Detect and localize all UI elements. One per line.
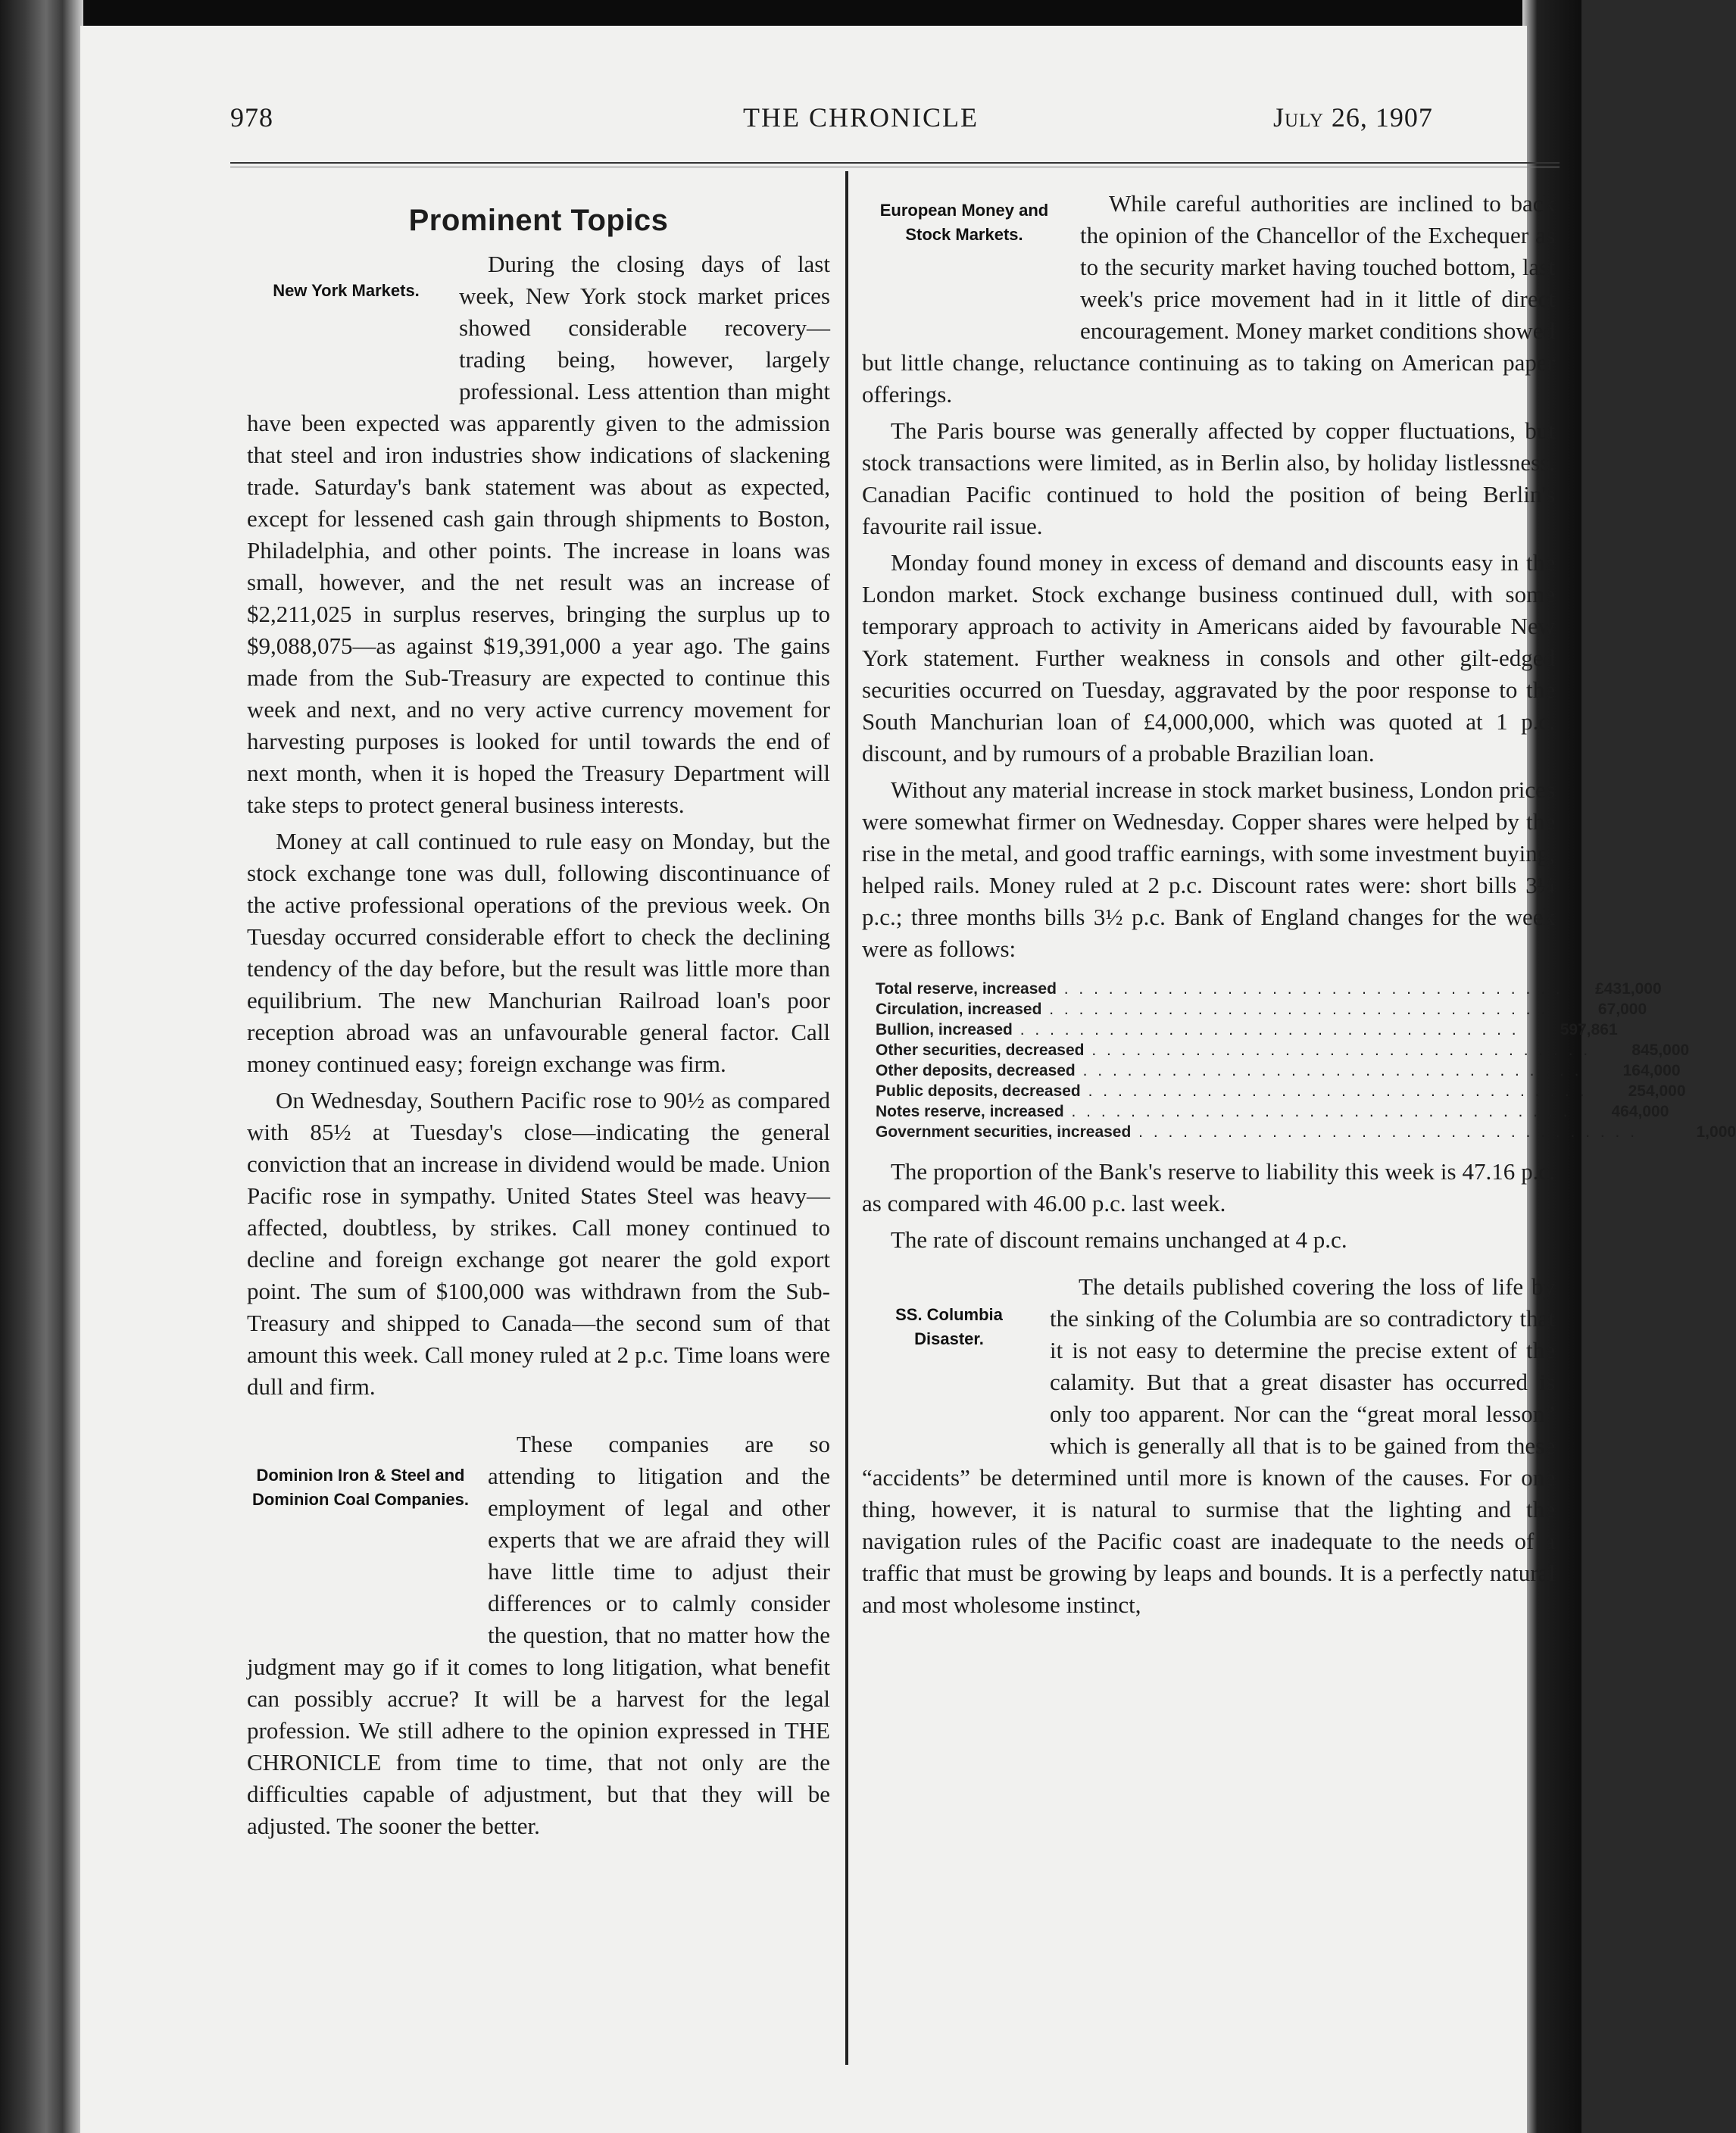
section-title: Prominent Topics bbox=[408, 204, 669, 237]
table-row bbox=[876, 979, 1662, 999]
article-paragraph: Without any material increase in stock market business, London prices were somewhat firmer on Wednesday. Copper shares were helped by the rise in the metal, and good traffic earnings, with some investment buying, helped rails. Money ruled at 2 p.c. Discount rates were: short bills 3¼ p.c.; three months bills 3½ p.c. Bank of England changes for the week were as follows: bbox=[862, 776, 1555, 962]
row-label: Other securities, decreased . . . bbox=[876, 1040, 1591, 1060]
sidehead-dominion-companies: Dominion Iron & Steel and Dominion Coal Companies. bbox=[251, 1466, 470, 1509]
row-value: £431,000 bbox=[1595, 980, 1662, 998]
header-rule bbox=[230, 162, 1560, 164]
row-label: Total reserve, increased . . . bbox=[876, 979, 1563, 999]
sidehead-columbia-disaster: SS. Columbia Disaster. bbox=[895, 1305, 1003, 1348]
article-paragraph: These companies are so attending to litigation and the employment of legal and other experts that we are afraid they will have little time to adjust their differences or to calmly consider the question, that no matter how the judgment may go if it comes to long litigation, what benefit can possibly accrue? It will be a harvest for the legal profession. We still adhere to the opinion expressed in THE CHRONICLE from time to time, that not only are the difficulties capable of adjustment, but that they will be adjusted. The sooner the better. bbox=[247, 1431, 830, 1839]
article-paragraph: On Wednesday, Southern Pacific rose to 90½ as compared with 85½ at Tuesday's close—indicating the general conviction that an increase in dividend would be made. Union Pacific rose in sympathy. United States Steel was heavy—affected, doubtless, by strikes. Call money continued to decline and foreign exchange got nearer the gold export point. The sum of $100,000 was withdrawn from the Sub-Treasury and shipped to Canada—the second sum of that amount this week. Call money ruled at 2 p.c. Time loans were dull and firm. bbox=[247, 1087, 830, 1400]
issue-date: July 26, 1907 bbox=[1273, 102, 1433, 133]
row-label: Government securities, increased . . . bbox=[876, 1122, 1638, 1142]
row-value: 1,000 bbox=[1696, 1123, 1736, 1141]
article-paragraph: While careful authorities are inclined to back the opinion of the Chancellor of the Exchequer as to the security market having touched bottom, last week's price movement had in it little of direct encouragement. Money market conditions showed but little change, reluctance continuing as to taking on American paper offerings. bbox=[862, 190, 1555, 408]
scan-top-edge bbox=[0, 0, 1581, 29]
article-paragraph: Money at call continued to rule easy on Monday, but the stock exchange tone was dull, following discontinuance of the active professional operations of the previous week. On Tuesday occurred considerable effort to check the declining tendency of the day before, but the result was little more than equilibrium. The new Manchurian Railroad loan's poor reception abroad was an unfavourable general factor. Call money continued easy; foreign exchange was firm. bbox=[247, 828, 830, 1077]
row-label: Bullion, increased . . . bbox=[876, 1020, 1519, 1040]
row-value: 254,000 bbox=[1628, 1082, 1686, 1100]
publication-title: THE CHRONICLE bbox=[743, 102, 979, 133]
book-binding-edge bbox=[0, 0, 83, 2133]
sidehead-new-york-markets: New York Markets. bbox=[273, 281, 420, 300]
row-value: 67,000 bbox=[1597, 1001, 1647, 1018]
row-label: Other deposits, decreased . . . bbox=[876, 1060, 1582, 1081]
table-row bbox=[876, 1040, 1690, 1060]
row-label: Circulation, increased . . . bbox=[876, 999, 1548, 1020]
table-row bbox=[876, 1101, 1669, 1122]
article-paragraph: Monday found money in excess of demand and discounts easy in the London market. Stock exchange business continued dull, with some temporary approach to activity in Americans aided by favourable New York statement. Further weakness in consols and other gilt-edged securities occurred on Tuesday, aggravated by the poor response to the South Manchurian loan of £4,000,000, which was quoted at 1 p.c. discount, and by rumours of a probable Brazilian loan. bbox=[862, 549, 1555, 767]
row-value: 164,000 bbox=[1622, 1062, 1681, 1079]
document-page bbox=[80, 26, 1736, 2133]
sidehead-european-markets: European Money and Stock Markets. bbox=[879, 201, 1049, 244]
article-paragraph: The Paris bourse was generally affected by copper fluctuations, but stock transactions were limited, as in Berlin also, by holiday listlessness. Canadian Pacific continued to hold the position of being Berlin's favourite rail issue. bbox=[862, 417, 1555, 539]
bank-of-england-table bbox=[876, 979, 1736, 1142]
article-paragraph: The proportion of the Bank's reserve to liability this week is 47.16 p.c. as compared with 46.00 p.c. last week. bbox=[862, 1158, 1555, 1216]
row-label: Public deposits, decreased . . . bbox=[876, 1081, 1588, 1101]
right-column bbox=[862, 188, 1736, 1626]
table-row bbox=[876, 1060, 1681, 1081]
article-paragraph: During the closing days of last week, New York stock market prices showed considerable recovery—trading being, however, largely professional. Less attention than might have been expected was apparently given to the admission that steel and iron industries show indications of slackening trade. Saturday's bank statement was about as expected, except for lessened cash gain through shipments to Boston, Philadelphia, and other points. The increase in loans was small, however, and the net result was an increase of $2,211,025 in surplus reserves, bringing the surplus up to $9,088,075—as against $19,391,000 a year ago. The gains made from the Sub-Treasury are expected to continue this week and next, and no very active currency movement for harvesting purposes is looked for until towards the end of next month, when it is hoped the Treasury Department will take steps to protect general business interests. bbox=[247, 251, 830, 818]
table-row bbox=[876, 1081, 1686, 1101]
table-row bbox=[876, 999, 1647, 1020]
row-label: Notes reserve, increased . . . bbox=[876, 1101, 1570, 1122]
column-divider bbox=[845, 171, 848, 2065]
table-row bbox=[876, 1020, 1618, 1040]
row-value: 597,861 bbox=[1560, 1021, 1618, 1038]
row-value: 464,000 bbox=[1611, 1103, 1669, 1120]
page-number: 978 bbox=[230, 102, 273, 133]
article-paragraph: The rate of discount remains unchanged at 4 p.c. bbox=[891, 1226, 1347, 1253]
row-value: 845,000 bbox=[1631, 1042, 1690, 1059]
table-row bbox=[876, 1122, 1736, 1142]
article-paragraph: The details published covering the loss of life by the sinking of the Columbia are so contradictory that it is not easy to determine the precise extent of the calamity. But that a great disaster has occurred is only too apparent. Nor can the “great moral lesson” which is generally all that is to be gained from these “accidents” be determined until more is known of the causes. For one thing, however, it is natural to surmise that the lighting and the navigation rules of the Pacific coast are inadequate to the needs of a traffic that must be growing by leaps and bounds. It is a perfectly natural and most wholesome instinct, bbox=[862, 1273, 1555, 1618]
left-column bbox=[247, 205, 830, 1847]
